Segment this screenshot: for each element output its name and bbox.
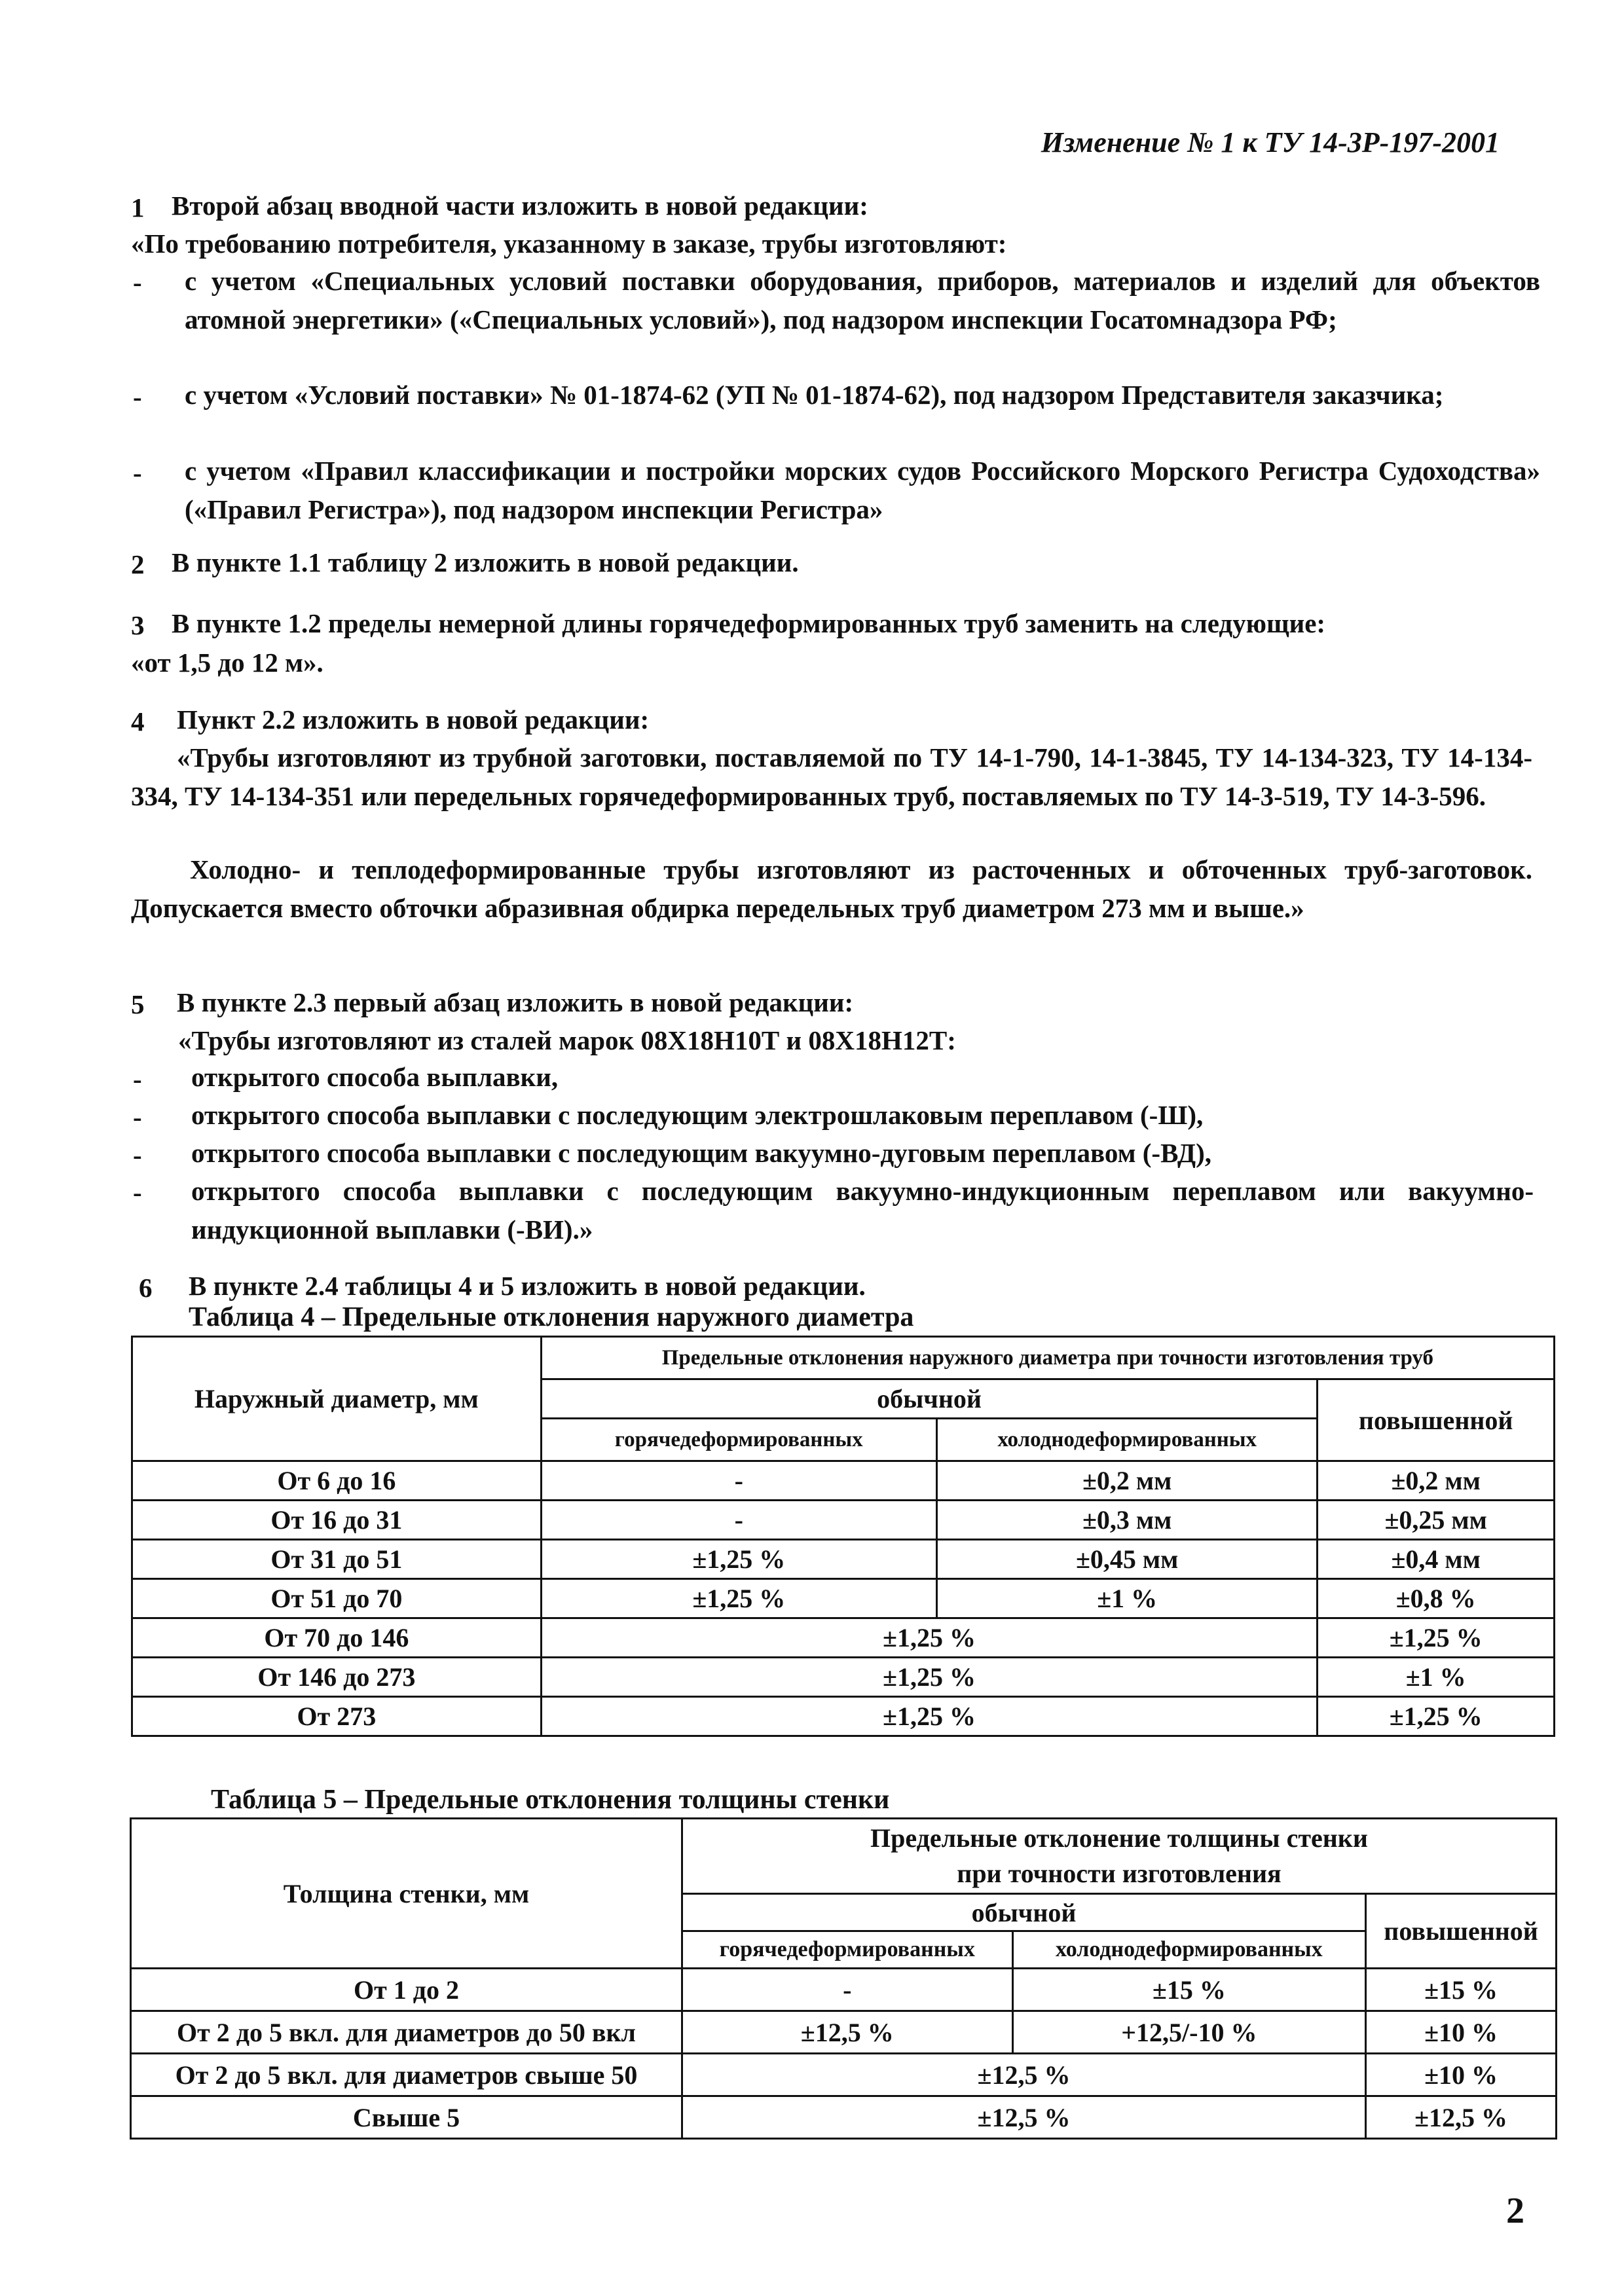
table-cell: От 51 до 70 <box>132 1579 542 1618</box>
table-row <box>131 2096 1557 2139</box>
table-5-header-high: повышенной <box>1366 1894 1557 1969</box>
table-cell: ±1,25 % <box>541 1658 1318 1697</box>
table-cell: ±12,5 % <box>682 2096 1365 2139</box>
item-5-bullet-4: открытого способа выплавки с последующим вакуумно-индукционным переплавом или вакуумно-индукционной выплавки (-ВИ).» <box>191 1176 1534 1245</box>
table-row <box>131 2054 1557 2096</box>
table-cell: От 31 до 51 <box>132 1540 542 1579</box>
table-cell: От 2 до 5 вкл. для диаметров свыше 50 <box>131 2054 682 2096</box>
table-cell: ±1,25 % <box>541 1579 936 1618</box>
table-cell: ±12,5 % <box>1366 2096 1557 2139</box>
table-cell: ±0,2 мм <box>936 1461 1317 1501</box>
table-cell: ±1 % <box>936 1579 1317 1618</box>
table-cell: ±10 % <box>1366 2011 1557 2054</box>
table-cell: ±0,8 % <box>1318 1579 1555 1618</box>
table-cell: ±1,25 % <box>1318 1618 1555 1658</box>
table-cell: ±15 % <box>1012 1969 1366 2011</box>
item-5-bullet-3: открытого способа выплавки с последующим вакуумно-дуговым переплавом (-ВД), <box>191 1138 1211 1168</box>
table-cell: - <box>541 1461 936 1501</box>
bullet-dash: - <box>133 382 142 412</box>
table-cell: ±0,3 мм <box>936 1501 1317 1540</box>
bullet-dash: - <box>133 1140 142 1170</box>
table-4-header-diameter: Наружный диаметр, мм <box>132 1337 542 1461</box>
table-5-header-normal: обычной <box>682 1894 1365 1931</box>
item-1-bullet-2: с учетом «Условий поставки» № 01-1874-62 (УП № 01-1874-62), под надзором Представителя заказчика; <box>185 380 1444 410</box>
bullet-dash: - <box>133 1177 142 1207</box>
item-4-number: 4 <box>131 706 145 737</box>
table-5-header-group-line-2: при точности изготовления <box>957 1859 1282 1888</box>
table-cell: ±0,45 мм <box>936 1540 1317 1579</box>
item-1-intro: «По требованию потребителя, указанному в заказе, трубы изготовляют: <box>131 228 1007 259</box>
table-cell: ±1,25 % <box>541 1697 1318 1736</box>
bullet-dash: - <box>133 1102 142 1132</box>
table-cell: ±12,5 % <box>682 2011 1012 2054</box>
item-4-paragraph-2: Холодно- и теплодеформированные трубы изготовляют из расточенных и обточенных труб-заготовок. Допускается вместо обточки абразивная обдирка передельных труб диаметром 273 мм и выше.» <box>131 854 1532 923</box>
table-row <box>131 2011 1557 2054</box>
item-5-bullet-1: открытого способа выплавки, <box>191 1062 559 1092</box>
table-4-header-hot: горячедеформированных <box>541 1419 936 1461</box>
table-5-header-hot: горячедеформированных <box>682 1931 1012 1969</box>
item-2-number: 2 <box>131 549 145 579</box>
item-3-number: 3 <box>131 610 145 640</box>
table-4-header-cold: холоднодеформированных <box>936 1419 1317 1461</box>
item-4-text: Пункт 2.2 изложить в новой редакции: <box>177 704 650 735</box>
item-1-bullet-3: с учетом «Правил классификации и постройки морских судов Российского Морского Регистра Судоходства» («Правил Регистра»), под надзором инспекции Регистра» <box>185 456 1540 524</box>
table-4-caption: Таблица 4 – Предельные отклонения наружного диаметра <box>189 1302 914 1332</box>
table-5-header-cold: холоднодеформированных <box>1012 1931 1366 1969</box>
bullet-dash: - <box>133 267 142 297</box>
table-5-header-group <box>682 1819 1556 1894</box>
table-row <box>131 1969 1557 2011</box>
table-row <box>132 1697 1555 1736</box>
bullet-dash: - <box>133 1064 142 1094</box>
item-3-text: В пункте 1.2 пределы немерной длины горячедеформированных труб заменить на следующие: <box>172 608 1326 638</box>
item-1-text: Второй абзац вводной части изложить в новой редакции: <box>172 191 868 221</box>
table-row <box>132 1579 1555 1618</box>
table-row <box>132 1540 1555 1579</box>
bullet-dash: - <box>133 458 142 488</box>
table-cell: ±12,5 % <box>682 2054 1365 2096</box>
item-6-number: 6 <box>139 1273 153 1303</box>
table-cell: ±1 % <box>1318 1658 1555 1697</box>
page-number: 2 <box>1506 2191 1524 2231</box>
table-cell: От 273 <box>132 1697 542 1736</box>
item-4-paragraph-1: «Трубы изготовляют из трубной заготовки, поставляемой по ТУ 14-1-790, 14-1-3845, ТУ 14-134-323, ТУ 14-134-334, ТУ 14-134-351 или передельных горячедеформированных труб, поставляемых по ТУ 14-3-519, ТУ 14-3-596. <box>131 742 1532 811</box>
table-row <box>132 1501 1555 1540</box>
table-cell: От 6 до 16 <box>132 1461 542 1501</box>
table-cell: От 16 до 31 <box>132 1501 542 1540</box>
table-row <box>132 1461 1555 1501</box>
item-5-text: В пункте 2.3 первый абзац изложить в новой редакции: <box>177 987 854 1017</box>
item-3-continuation: «от 1,5 до 12 м». <box>131 647 323 678</box>
table-4-header-normal: обычной <box>541 1379 1318 1419</box>
item-1-bullet-1: с учетом «Специальных условий поставки оборудования, приборов, материалов и изделий для объектов атомной энергетики» («Специальных условий»), под надзором инспекции Госатомнадзора РФ; <box>185 266 1540 335</box>
item-6-text: В пункте 2.4 таблицы 4 и 5 изложить в новой редакции. <box>189 1271 866 1301</box>
table-cell: ±1,25 % <box>541 1540 936 1579</box>
table-5-header-group-line-1: Предельные отклонение толщины стенки <box>870 1823 1368 1853</box>
table-5 <box>130 1817 1557 2140</box>
table-cell: ±1,25 % <box>541 1618 1318 1658</box>
item-5-number: 5 <box>131 989 145 1019</box>
table-cell: - <box>682 1969 1012 2011</box>
table-cell: - <box>541 1501 936 1540</box>
table-cell: +12,5/-10 % <box>1012 2011 1366 2054</box>
table-cell: ±0,2 мм <box>1318 1461 1555 1501</box>
document-header: Изменение № 1 к ТУ 14-3Р-197-2001 <box>1041 126 1500 158</box>
table-row <box>132 1658 1555 1697</box>
table-4-header-group: Предельные отклонения наружного диаметра при точности изготовления труб <box>541 1337 1554 1379</box>
table-cell: ±10 % <box>1366 2054 1557 2096</box>
item-5-bullet-2: открытого способа выплавки с последующим электрошлаковым переплавом (-Ш), <box>191 1100 1204 1130</box>
table-cell: ±1,25 % <box>1318 1697 1555 1736</box>
table-5-caption: Таблица 5 – Предельные отклонения толщины стенки <box>211 1785 890 1815</box>
item-1-number: 1 <box>131 192 145 223</box>
table-cell: ±0,4 мм <box>1318 1540 1555 1579</box>
table-4 <box>131 1336 1555 1737</box>
table-cell: ±0,25 мм <box>1318 1501 1555 1540</box>
table-cell: От 70 до 146 <box>132 1618 542 1658</box>
table-cell: От 1 до 2 <box>131 1969 682 2011</box>
table-4-header-high: повышенной <box>1318 1379 1555 1461</box>
item-2-text: В пункте 1.1 таблицу 2 изложить в новой редакции. <box>172 547 799 577</box>
table-cell: От 2 до 5 вкл. для диаметров до 50 вкл <box>131 2011 682 2054</box>
table-cell: ±15 % <box>1366 1969 1557 2011</box>
item-5-intro: «Трубы изготовляют из сталей марок 08Х18Н10Т и 08Х18Н12Т: <box>178 1025 956 1055</box>
table-row <box>132 1618 1555 1658</box>
table-5-header-thickness: Толщина стенки, мм <box>131 1819 682 1969</box>
table-cell: От 146 до 273 <box>132 1658 542 1697</box>
table-cell: Свыше 5 <box>131 2096 682 2139</box>
